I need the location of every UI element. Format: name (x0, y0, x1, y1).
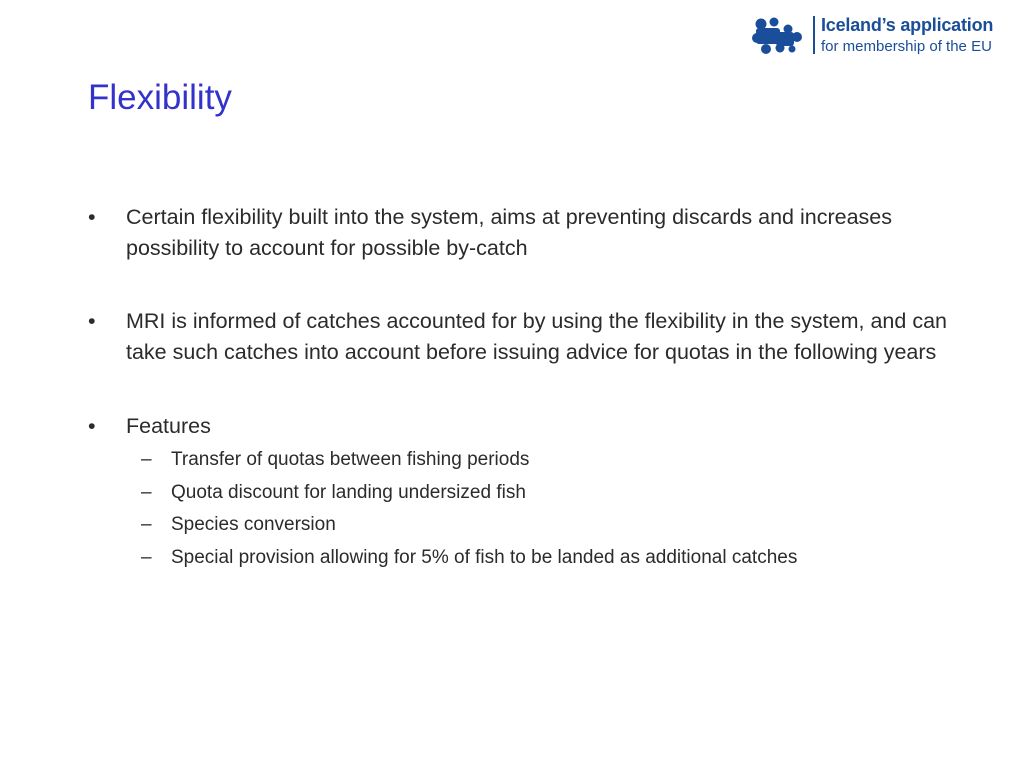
bullet-marker: • (88, 309, 96, 333)
slide-body (88, 202, 948, 574)
iceland-eu-logo (752, 14, 1002, 58)
puzzle-logo-icon (752, 16, 806, 56)
sub-bullet-text: Species conversion (171, 514, 336, 535)
logo-title: Iceland’s application (821, 15, 994, 35)
bullet-item (88, 306, 948, 368)
bullet-text: MRI is informed of catches accounted for by using the flexibility in the system, and can take such catches into account before issuing advice for quotas in the following years (126, 309, 947, 364)
sub-bullet-marker: – (141, 546, 152, 568)
sub-bullet-marker: – (141, 481, 152, 503)
sub-bullet-item (88, 542, 948, 575)
features-sub-list (88, 444, 948, 574)
logo-subtitle: for membership of the EU (821, 38, 992, 55)
sub-bullet-item (88, 444, 948, 477)
sub-bullet-item (88, 509, 948, 542)
bullet-item (88, 411, 948, 442)
sub-bullet-text: Quota discount for landing undersized fish (171, 481, 526, 503)
sub-bullet-item (88, 477, 948, 510)
logo-divider (813, 16, 815, 54)
bullet-text: Certain flexibility built into the system, aims at preventing discards and increases possibility to account for possible by-catch (126, 205, 892, 260)
bullet-marker: • (88, 414, 96, 438)
sub-bullet-marker: – (141, 449, 152, 470)
bullet-item (88, 202, 948, 264)
sub-bullet-text: Transfer of quotas between fishing periods (171, 449, 530, 470)
bullet-marker: • (88, 205, 96, 229)
slide-title: Flexibility (88, 78, 232, 117)
sub-bullet-text: Special provision allowing for 5% of fish to be landed as additional catches (171, 546, 798, 568)
bullet-text: Features (126, 414, 211, 438)
sub-bullet-marker: – (141, 514, 152, 535)
